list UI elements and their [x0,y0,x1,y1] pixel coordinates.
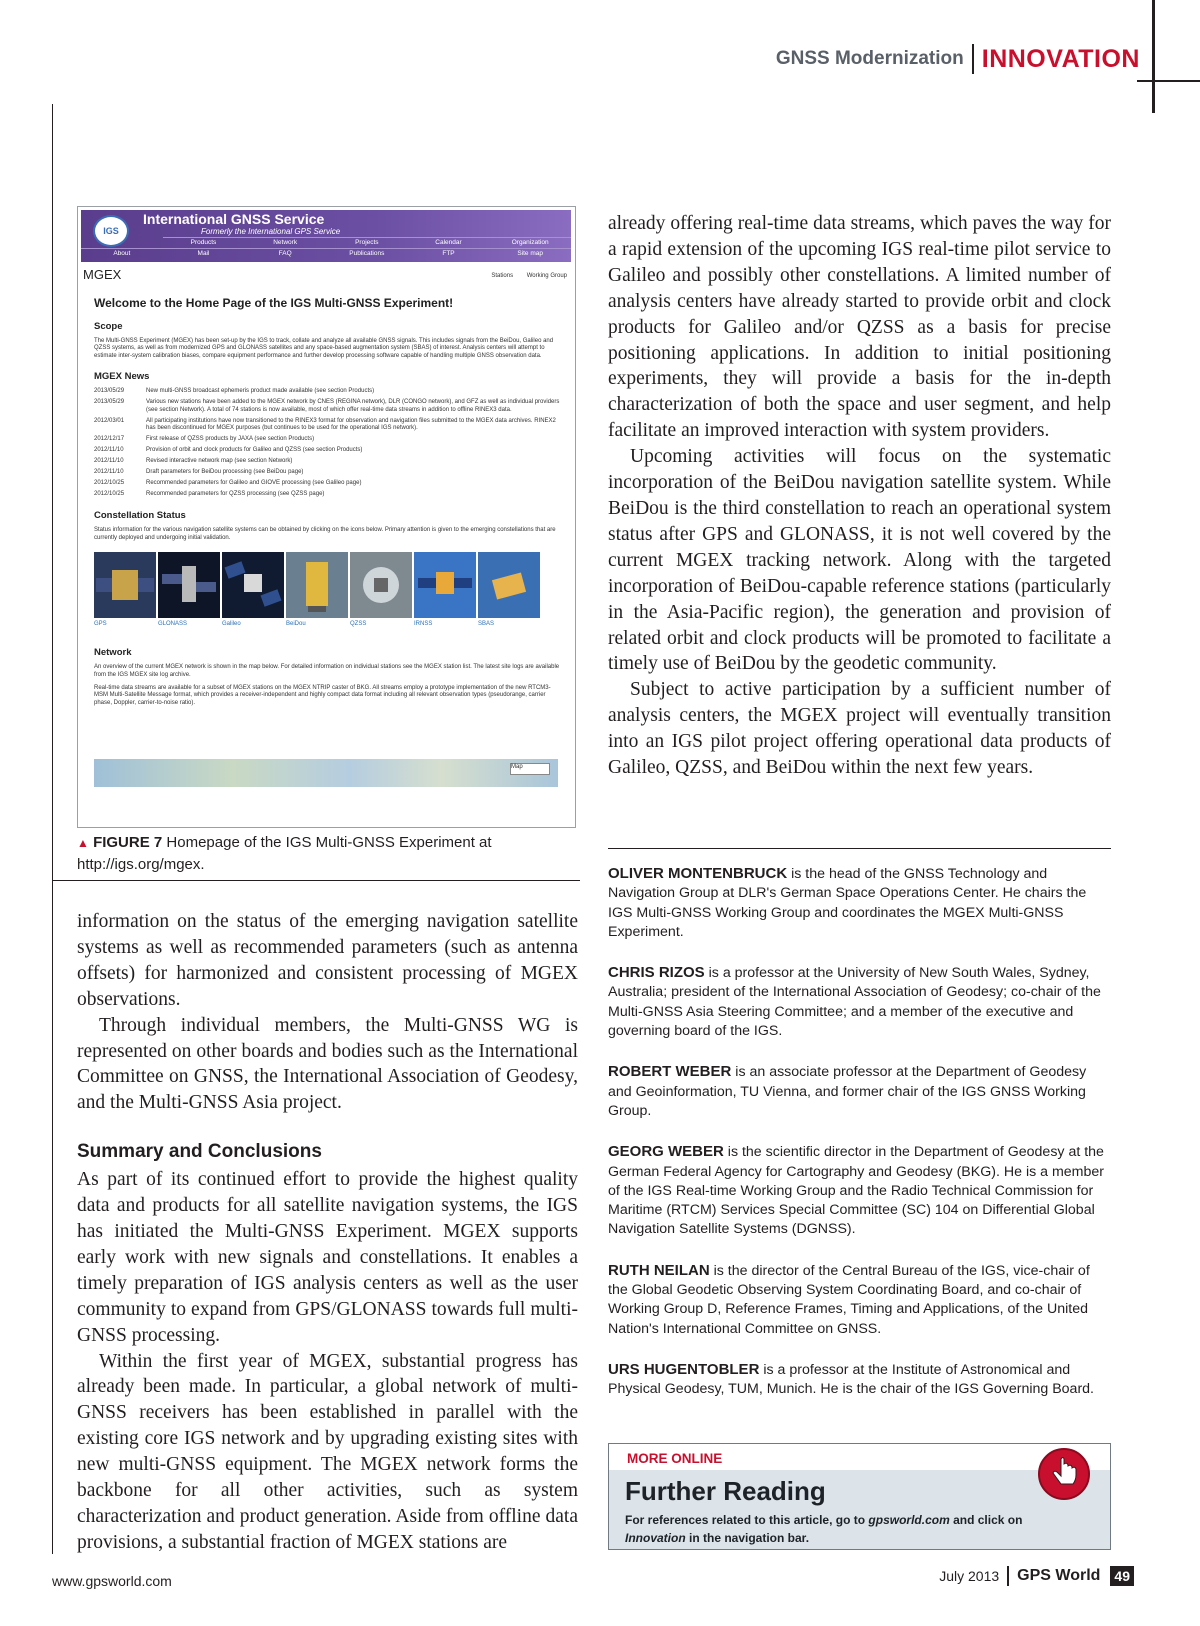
nav-link[interactable]: FTP [408,248,490,259]
header-section: GNSS Modernization [775,48,964,69]
news-date: 2012/12/17 [94,436,125,443]
nav-link[interactable]: Calendar [408,237,490,248]
author-bio [608,864,1108,942]
author-bio [608,1062,1108,1121]
news-item [94,491,564,498]
news-date: 2013/05/29 [94,399,125,406]
news-item [94,447,564,454]
constellation-images [94,552,564,618]
scope-heading: Scope [94,321,123,332]
irnss-satellite-image[interactable] [414,552,476,618]
left-column [77,909,578,1556]
news-text: New multi-GNSS broadcast ephemeris product made available (see section Products) [146,388,375,395]
constellation-labels [94,621,564,627]
igs-banner-subtitle: Formerly the International GPS Service [201,227,341,236]
news-text: Provision of orbit and clock products for Galileo and QZSS (see section Products) [146,447,363,454]
author-bios [608,864,1108,1421]
welcome-heading: Welcome to the Home Page of the IGS Multi-GNSS Experiment! [94,296,454,310]
caption-label: FIGURE 7 [93,834,163,851]
news-item [94,469,564,476]
igs-banner [81,210,571,262]
network-map[interactable] [94,759,558,787]
news-text: Draft parameters for BeiDou processing (see BeiDou page) [146,469,304,476]
author-bio [608,963,1108,1041]
gps-satellite-image[interactable] [94,552,156,618]
paragraph: As part of its continued effort to provide the highest quality data and products for all satellite navigation systems, the IGS has initiated the Multi-GNSS Experiment. MGEX supports early work with new signals and constellations. It enables a timely preparation of IGS analysis centers as well as the user community to expand from GPS/GLONASS towards full multi-GNSS processing. [77,1169,578,1346]
paragraph: Within the first year of MGEX, substantial progress has already been made. In particular, a global network of multi-GNSS receivers has been established in parallel with the existing core IGS network and by upgrading existing sites with new multi-GNSS equipment. The MGEX network forms the backbone for all other activities, such as system characterization and product generation. Aside from offline data provisions, a substantial fraction of MGEX stations are [77,1350,578,1553]
nav-link[interactable]: Projects [326,237,408,248]
footer-magazine: GPS World [1017,1567,1101,1584]
caption-text: Homepage of the IGS Multi-GNSS Experiment at http://igs.org/mgex. [77,834,492,873]
news-date: 2013/05/29 [94,388,125,395]
constellation-link[interactable]: QZSS [350,621,367,628]
running-header [776,44,1140,74]
stations-link[interactable]: Stations [491,273,514,279]
figure-caption [77,832,567,875]
news-text: All participating institutions have now transitioned to the RINEX3 format for observation and navigation files submitted to the MGEX data archives. RINEX2 has been discontinued for MGEX purposes (but continues to be used for the operational IGS network). [146,417,556,432]
news-text: Revised interactive network map (see section Network) [146,458,293,465]
news-item [94,388,564,395]
author-name: RUTH NEILAN [608,1261,710,1279]
author-description: is the director of the Central Bureau of the IGS, vice-chair of the Global Geodetic Observing System Coordinating Board, and co-chair of Working Group D, Reference Frames, Timing and Applications, of the United Nation's International Committee on GNSS. [608,1262,1090,1337]
news-date: 2012/10/25 [94,491,125,498]
text-fragment: For references related to this article, go to [625,1513,869,1527]
glonass-satellite-image[interactable] [158,552,220,618]
igs-logo: IGS [93,215,129,247]
nav-link[interactable]: Network [244,237,326,248]
news-text: Recommended parameters for Galileo and GIOVE processing (see Galileo page) [146,480,362,487]
author-name: OLIVER MONTENBRUCK [608,865,788,882]
header-horizontal-rule [1137,80,1200,82]
constellation-link[interactable]: BeiDou [286,621,306,628]
text-fragment: and click on [949,1513,1023,1527]
nav-link[interactable]: Organization [489,237,571,248]
paragraph: Subject to active participation by a sufficient number of analysis centers, the MGEX project will eventually transition into an IGS pilot project offering operational data products of Galileo, QZSS, and BeiDou within the next few years. [608,679,1111,779]
footer-folio [939,1566,1134,1586]
news-text: Various new stations have been added to the MGEX network by CNES (REGINA network), DLR (CONGO network), and GFZ as well as individual providers (see section Network). A total of 74 stations is now available, most of which offer real-time data streams in addition to offline RINEX3 data. [146,399,560,413]
footer-divider [1007,1566,1009,1586]
constellation-text: Status information for the various navigation satellite systems can be obtained by clicking on the icons below. Primary attention is given to the emerging constellations that are currently deployed and undergoing initial validation. [94,527,556,541]
page-number: 49 [1110,1566,1134,1586]
author-description: is a professor at the University of New South Wales, Sydney, Australia; president of the International Association of Geodesy; co-chair of the Multi-GNSS Asia Steering Committee; and a member of the executive and governing board of the IGS. [608,965,1101,1040]
news-date: 2012/11/10 [94,458,124,465]
section-link[interactable]: Innovation [625,1531,686,1545]
mgex-page-label: MGEX [83,267,122,282]
working-group-link[interactable]: Working Group [526,273,567,279]
news-item [94,480,564,487]
sbas-satellite-image[interactable] [478,552,540,618]
header-title: INNOVATION [981,44,1140,73]
qzss-satellite-image[interactable] [350,552,412,618]
figure-screenshot [77,206,576,828]
news-item [94,418,564,433]
author-description: is the scientific director in the Department of Geodesy at the German Federal Agency for Cartography and Geodesy (BKG). He is a member of the IGS Real-time Working Group and the Radio Technical Commission for Maritime (RTCM) Services Special Committee (SC) 104 on Differential Global Navigation Satellite Systems (DGNSS). [608,1144,1104,1238]
news-item [94,458,564,465]
bios-divider [608,848,1111,849]
nav-link[interactable]: Mail [163,248,245,259]
news-date: 2012/03/01 [94,417,125,424]
text-fragment: in the navigation bar. [685,1531,810,1545]
galileo-satellite-image[interactable] [222,552,284,618]
author-name: ROBERT WEBER [608,1063,732,1081]
author-description: is the head of the GNSS Technology and Navigation Group at DLR's German Space Operations Center. He chairs the IGS Multi-GNSS Working Group and coordinates the MGEX Multi-GNSS Experiment. [608,866,1087,940]
network-heading: Network [94,647,132,659]
nav-link[interactable]: About [81,248,163,259]
footer-date: July 2013 [939,1568,1000,1584]
news-date: 2012/10/25 [94,480,125,487]
author-description: is a professor at the Institute of Astronomical and Physical Geodesy, TUM, Munich. He is the chair of the IGS Governing Board. [608,1361,1095,1398]
further-reading-text [625,1511,1065,1547]
author-name: GEORG WEBER [608,1143,724,1161]
mgex-top-links [479,273,567,279]
author-description: is an associate professor at the Department of Geodesy and Geoinformation, TU Vienna, and former chair of the IGS GNSS Working Group. [608,1064,1087,1119]
constellation-heading: Constellation Status [94,510,186,522]
hand-pointer-icon [1038,1448,1090,1500]
more-online-label: MORE ONLINE [627,1451,723,1466]
constellation-link[interactable]: IRNSS [414,621,433,628]
igs-nav [81,237,571,259]
news-list [94,388,564,498]
paragraph: already offering real-time data streams, which paves the way for a rapid extension of the upcoming IGS real-time pilot service to Galileo and possibly other constellations. A limited number of analysis centers have already started to provide orbit and clock products for Galileo and/or QZSS as a basis for precise positioning applications. In addition to initial positioning experiments, they will provide a basis for the in-depth characterization of both the space and user segment, and help facilitate an improved interaction with system providers. [608,213,1111,442]
news-text: Recommended parameters for QZSS processing (see QZSS page) [146,491,325,498]
figure-bottom-rule [52,880,580,881]
news-item [94,399,564,414]
news-text: First release of QZSS products by JAXA (see section Products) [146,436,315,443]
network-text-realtime: Real-time data streams are available for a subset of MGEX stations on the MGEX NTRIP caster of BKG. All streams employ a prototype implementation of the new RTCM3-MSM Multi-Satellite Message format, which provides a receiver-independent and highly compact data format including all relevant observation types (pseudorange, carrier phase, Doppler, carrier-to-noise ratio). [94,685,551,706]
map-type-select[interactable]: Map [510,763,550,775]
author-bio [608,1360,1108,1400]
paragraph: Upcoming activities will focus on the systematic incorporation of the BeiDou navigation satellite system. While BeiDou is the third constellation to reach an operational system status after GPS and GLONASS, it is not well covered by the current MGEX tracking network. Along with the targeted incorporation of BeiDou-capable reference stations (particularly in the Asia-Pacific region), the generation and provision of related orbit and clock products will be promoted to facilitate a timely use of BeiDou by the geodetic community. [608,446,1111,675]
paragraph: information on the status of the emerging navigation satellite systems as well as recommended parameters (such as antenna offsets) for harmonized and consistent processing of MGEX observations. [77,911,578,1010]
news-heading: MGEX News [94,371,150,383]
nav-link[interactable]: Publications [326,248,408,259]
footer-url[interactable]: www.gpsworld.com [52,1573,172,1589]
author-name: CHRIS RIZOS [608,964,705,982]
author-bio [608,1261,1108,1339]
beidou-satellite-image[interactable] [286,552,348,618]
nav-link[interactable]: Site map [489,248,571,259]
constellation-link[interactable]: GPS [94,621,107,628]
scope-text: The Multi-GNSS Experiment (MGEX) has been set-up by the IGS to track, collate and analyze all available GNSS signals. This includes signals from the BeiDou, Galileo and QZSS systems, as well as from modernized GPS and GLONASS satellites and any space-based augmentation system (SBAS) of interest. Analysis centers will attempt to estimate inter-system calibration biases, compare equipment performance and further develop processing software capable of handling multiple GNSS observation data. [94,338,554,359]
constellation-link[interactable]: GLONASS [158,621,188,628]
website-link[interactable]: gpsworld.com [868,1513,950,1527]
network-text: An overview of the current MGEX network is shown in the map below. For detailed information on individual stations see the MGEX station list. The latest site logs are available from the IGS MGEX site log archive. [94,664,560,678]
author-name: URS HUGENTOBLER [608,1360,760,1378]
news-date: 2012/11/10 [94,447,124,454]
igs-banner-title: International GNSS Service [143,211,325,227]
nav-link[interactable]: FAQ [244,248,326,259]
section-heading: Summary and Conclusions [77,1141,322,1163]
left-margin-rule [52,104,53,1554]
nav-link[interactable]: Products [163,237,245,248]
right-column [608,211,1111,781]
more-online-box[interactable] [608,1443,1111,1550]
header-divider [972,44,974,74]
mgex-content [94,296,564,707]
further-reading-title: Further Reading [625,1476,826,1506]
paragraph: Through individual members, the Multi-GNSS WG is represented on other boards and bodies such as the International Committee on GNSS, the International Association of Geodesy, and the Multi-GNSS Asia project. [77,1014,578,1114]
news-item [94,436,564,443]
header-vertical-rule [1152,0,1155,113]
constellation-link[interactable]: Galileo [222,621,241,628]
caption-triangle-icon: ▲ [77,836,89,850]
constellation-link[interactable]: SBAS [478,621,495,628]
news-date: 2012/11/10 [94,469,124,476]
author-bio [608,1142,1108,1239]
